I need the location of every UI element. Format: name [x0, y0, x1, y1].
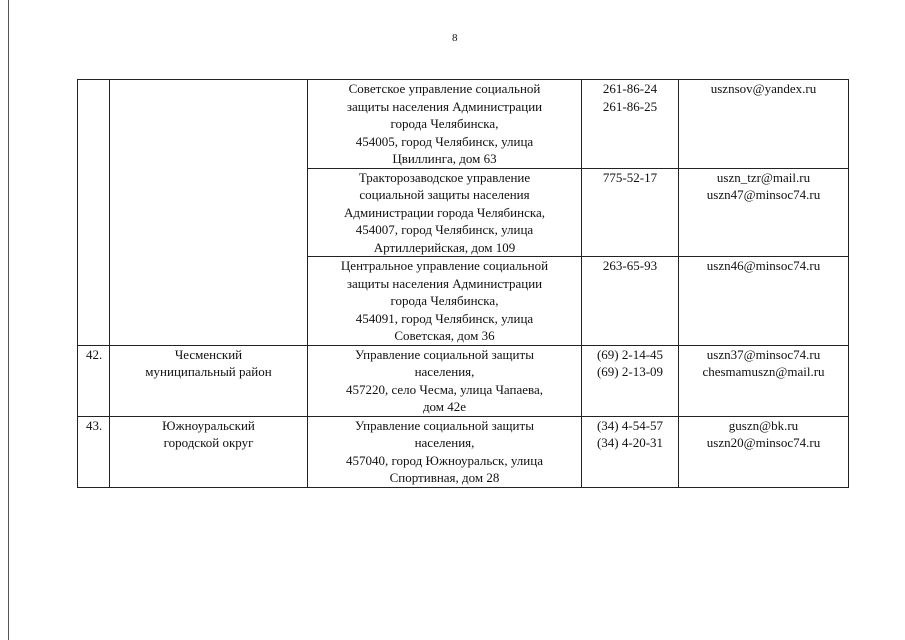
- table-row: [78, 80, 849, 169]
- emails-cell: guszn@bk.ru uszn20@minsoc74.ru: [679, 416, 849, 487]
- table-row: [78, 416, 849, 487]
- table-row: [78, 345, 849, 416]
- office-address-cell: Управление социальной защиты населения, 457220, село Чесма, улица Чапаева, дом 42е: [308, 345, 582, 416]
- phones-cell: (69) 2-14-45 (69) 2-13-09: [582, 345, 679, 416]
- phones-cell: 263-65-93: [582, 257, 679, 346]
- phones-cell: 775-52-17: [582, 168, 679, 257]
- district-cell: Южноуральский городской округ: [110, 416, 308, 487]
- district-cell: [110, 80, 308, 346]
- social-protection-offices-table: [77, 79, 849, 488]
- emails-cell: uszn37@minsoc74.ru chesmamuszn@mail.ru: [679, 345, 849, 416]
- emails-cell: uszn_tzr@mail.ru uszn47@minsoc74.ru: [679, 168, 849, 257]
- page-number: 8: [452, 32, 458, 44]
- phones-cell: (34) 4-54-57 (34) 4-20-31: [582, 416, 679, 487]
- emails-cell: uszn46@minsoc74.ru: [679, 257, 849, 346]
- office-address-cell: Центральное управление социальной защиты населения Администрации города Челябинска, 454091, город Челябинск, улица Советская, дом 36: [308, 257, 582, 346]
- office-address-cell: Советское управление социальной защиты населения Администрации города Челябинска, 454005, город Челябинск, улица Цвиллинга, дом 63: [308, 80, 582, 169]
- office-address-cell: Управление социальной защиты населения, 457040, город Южноуральск, улица Спортивная, дом 28: [308, 416, 582, 487]
- district-cell: Чесменский муниципальный район: [110, 345, 308, 416]
- phones-cell: 261-86-24 261-86-25: [582, 80, 679, 169]
- row-number-cell: [78, 80, 110, 346]
- office-address-cell: Тракторозаводское управление социальной защиты населения Администрации города Челябинска, 454007, город Челябинск, улица Артиллерийская, дом 109: [308, 168, 582, 257]
- left-margin-line: [8, 0, 9, 640]
- row-number-cell: 43.: [78, 416, 110, 487]
- emails-cell: usznsov@yandex.ru: [679, 80, 849, 169]
- row-number-cell: 42.: [78, 345, 110, 416]
